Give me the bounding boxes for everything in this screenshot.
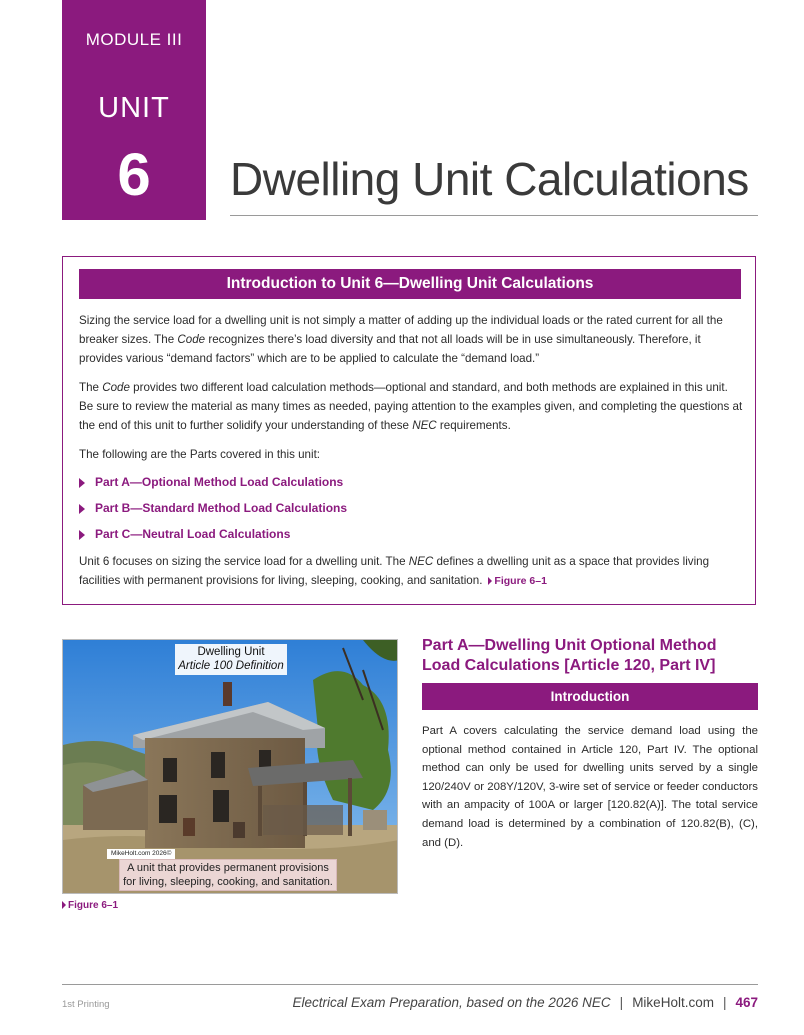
text: requirements. (436, 419, 511, 432)
page-number: 467 (735, 995, 758, 1010)
part-a-body: Part A covers calculating the service demand load using the optional method contained in Article 120, Part IV. The optional method can only be used for dwelling units served by a single 120/240V or 208Y/120V, 3-wire set of service or feeder conductors with an ampacity of 100A or larger [120.82(A)]. The total service demand load is determined by a combination of 120.82(B), (C), and (D). (422, 725, 758, 849)
page-title: Dwelling Unit Calculations (230, 153, 749, 205)
intro-header: Introduction to Unit 6—Dwelling Unit Calculations (79, 269, 741, 299)
figure-label (62, 900, 118, 911)
footer-info (292, 995, 758, 1010)
figure-watermark: MikeHolt.com 2026© (107, 849, 175, 859)
part-a-header: Introduction (422, 683, 758, 710)
text: The (79, 381, 103, 394)
nec-term: NEC (408, 555, 434, 568)
intro-box (62, 256, 756, 605)
intro-paragraph-1 (79, 311, 743, 368)
triangle-bullet-icon (79, 478, 85, 488)
list-item (79, 474, 743, 491)
figure-reference-label: Figure 6–1 (494, 575, 547, 587)
intro-paragraph-2 (79, 378, 743, 435)
caption-title: Dwelling Unit (197, 646, 265, 658)
footer-separator: | (722, 995, 727, 1010)
intro-body (79, 311, 743, 601)
text: recognizes there’s load diversity and that not all loads will be in use simultaneously. Therefore, it provides various “demand factors” which are to be applied to calculate the “demand load.” (79, 333, 701, 365)
list-item (79, 500, 743, 517)
unit-number: 6 (117, 141, 151, 208)
text: defines a dwelling unit as a space that provides living facilities with permanent provisions for living, sleeping, cooking, and sanitation. (79, 555, 710, 587)
footer-separator: | (619, 995, 624, 1010)
list-item (79, 526, 743, 543)
nec-term: NEC (412, 419, 437, 432)
part-c-label: Part C—Neutral Load Calculations (95, 527, 291, 541)
text: provides two different load calculation methods—optional and standard, and both methods are explained in this unit. Be sure to review the material as many times as needed, paying attention to the examples given, and completing the questions at the end of this unit to further solidify your understanding of these (79, 381, 743, 432)
title-divider (230, 215, 758, 216)
footer-divider (62, 984, 758, 985)
intro-paragraph-4 (79, 552, 743, 591)
part-a-title: Part A—Dwelling Unit Optional Method Load Calculations [Article 120, Part IV] (422, 637, 717, 674)
triangle-icon (488, 577, 492, 585)
triangle-bullet-icon (79, 504, 85, 514)
text: Sizing the service load for a dwelling unit is not simply a matter of adding up the individual loads or the rated current for all the breaker sizes. The (79, 314, 723, 346)
part-a-label: Part A—Optional Method Load Calculations (95, 475, 344, 489)
figure-photo (62, 639, 398, 894)
part-b-label: Part B—Standard Method Load Calculations (95, 501, 348, 515)
code-term: Code (177, 333, 206, 346)
figure-caption-bottom: A unit that provides permanent provisions for living, sleeping, cooking, and sanitation. (119, 859, 337, 891)
figure-reference-link[interactable] (488, 575, 547, 587)
triangle-bullet-icon (79, 530, 85, 540)
triangle-icon (62, 901, 66, 909)
unit-label: UNIT (98, 92, 170, 124)
intro-paragraph-3: The following are the Parts covered in this unit: (79, 448, 321, 461)
footer-book-title: Electrical Exam Preparation, based on the 2026 NEC (292, 995, 611, 1010)
caption-subtitle: Article 100 Definition (178, 660, 284, 672)
figure-caption-title (175, 644, 287, 675)
footer-site: MikeHolt.com (632, 995, 714, 1010)
footer-printing: 1st Printing (62, 999, 110, 1010)
module-label: MODULE III (85, 30, 183, 49)
parts-list (79, 474, 743, 543)
code-term: Code (102, 381, 130, 394)
module-tab (62, 0, 206, 220)
text: Unit 6 focuses on sizing the service load for a dwelling unit. The (79, 555, 409, 568)
figure-label-text: Figure 6–1 (68, 900, 119, 911)
